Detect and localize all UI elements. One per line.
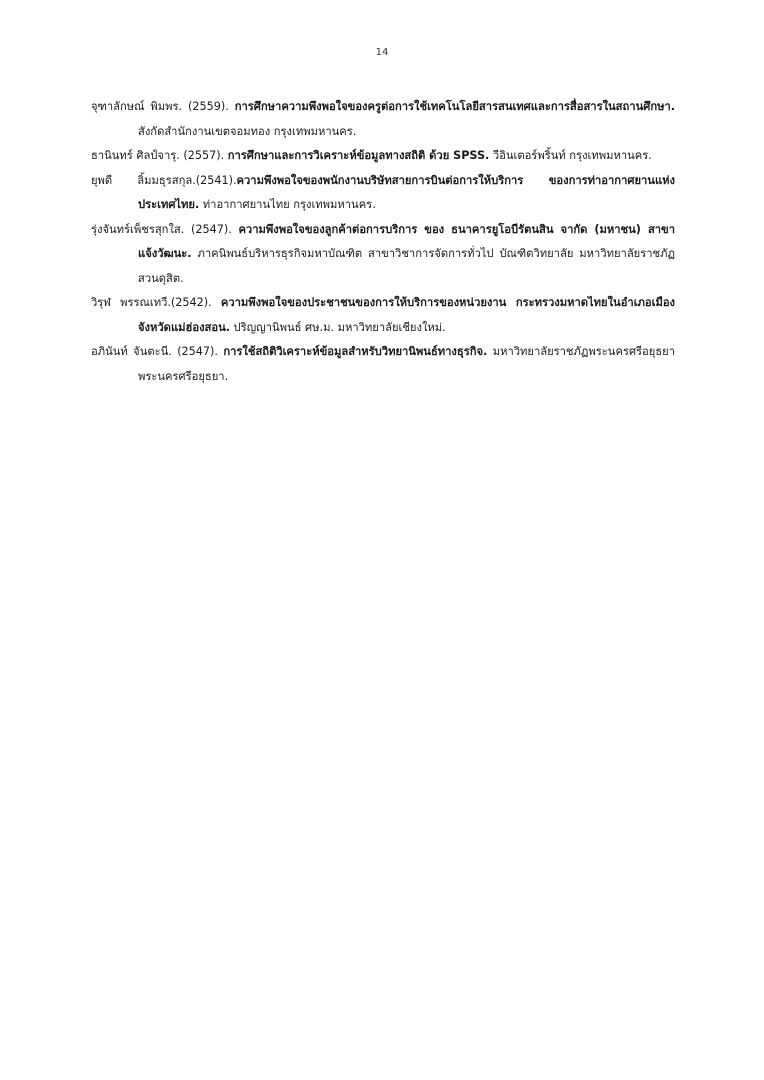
reference-author: วิรุฬ พรรณเทวี.(2542).: [91, 296, 221, 309]
reference-author: จุฑาลักษณ์ พิมพร. (2559).: [91, 100, 235, 113]
reference-title: การใช้สถิติวิเคราะห์ข้อมูลสำหรับวิทยานิพนธ์ทางธุรกิจ.: [223, 345, 488, 358]
reference-title: การศึกษาความพึงพอใจของครูต่อการใช้เทคโนโลยีสารสนเทศและการสื่อสารในสถานศึกษา.: [234, 100, 675, 113]
reference-entry: [91, 218, 675, 292]
reference-publisher: มหาวิทยาลัยราชภัฏพระนครศรีอยุธยา พระนครศรีอยุธยา.: [138, 345, 675, 383]
reference-author: อภินันท์ จันตะนี. (2547).: [91, 345, 224, 358]
reference-author: ธานินทร์ ศิลป์จารุ. (2557).: [91, 149, 228, 162]
reference-publisher: สังกัดสำนักงานเขตจอมทอง กรุงเทพมหานคร.: [138, 124, 357, 138]
reference-entry: [91, 95, 675, 144]
reference-publisher: วีอินเตอร์พริ้นท์ กรุงเทพมหานคร.: [489, 149, 652, 162]
reference-title: ความพึงพอใจของประชาชนของการให้บริการของหน่วยงาน กระทรวงมหาดไทยในอำเภอเมือง จังหวัดแม่ฮ่องสอน.: [138, 296, 675, 334]
page-number: 14: [375, 47, 389, 58]
reference-entry: [91, 144, 675, 169]
reference-author: ยุพดี ลิ้มมธุรสกุล.(2541).: [91, 173, 237, 187]
reference-publisher: ภาคนิพนธ์บริหารธุรกิจมหาบัณฑิต สาขาวิชาการจัดการทั่วไป บัณฑิตวิทยาลัย มหาวิทยาลัยราชภัฏสวนดุสิต.: [138, 247, 675, 285]
reference-publisher: ท่าอากาศยานไทย กรุงเทพมหานคร.: [199, 198, 376, 211]
reference-title: การศึกษาและการวิเคราะห์ข้อมูลทางสถิติ ด้วย SPSS.: [227, 149, 490, 162]
reference-list: [91, 95, 675, 389]
reference-entry: [91, 169, 675, 218]
reference-author: รุ่งจันทร์เพ็ชรสุกใส. (2547).: [91, 222, 239, 236]
reference-entry: [91, 340, 675, 389]
reference-title: ความพึงพอใจของพนักงานบริษัทสายการบินต่อการให้บริการ ของการท่าอากาศยานแห่งประเทศไทย.: [138, 173, 675, 211]
reference-publisher: ปริญญานิพนธ์ ศษ.ม. มหาวิทยาลัยเชียงใหม่.: [229, 320, 446, 334]
reference-title: ความพึงพอใจของลูกค้าต่อการบริการ ของ ธนาคารยูโอบีรัตนสิน จากัด (มหาชน) สาขาแจ้งวัฒนะ.: [138, 222, 675, 260]
reference-entry: [91, 291, 675, 340]
